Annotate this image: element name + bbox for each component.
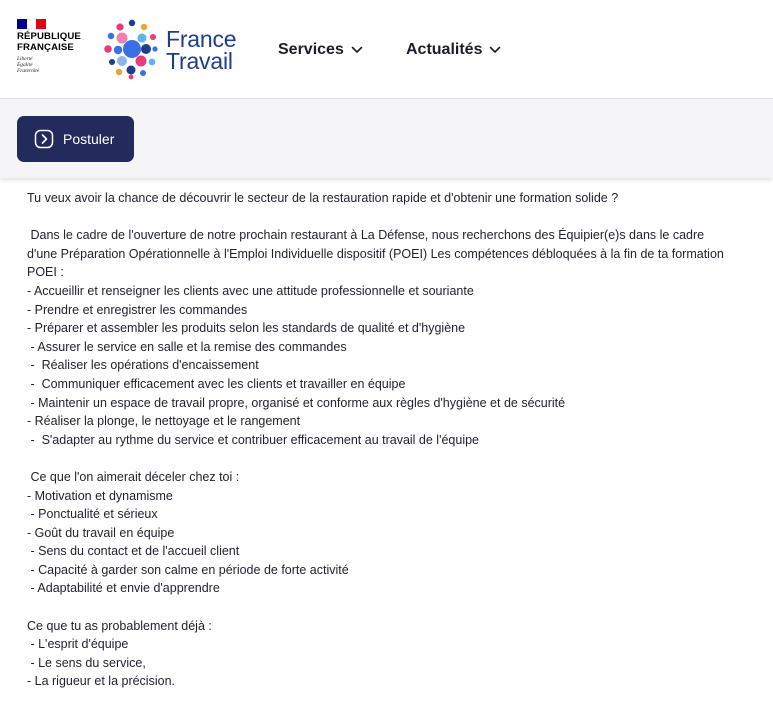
nav-actualites[interactable]	[406, 39, 501, 61]
france-travail-word-1: France	[166, 26, 237, 52]
rf-motto-egalite: Égalité	[17, 62, 33, 69]
wishes-title: Ce que l'on aimerait déceler chez toi :	[27, 469, 240, 484]
already-item: - L'esprit d'équipe	[27, 637, 129, 652]
wish-item: - Adaptabilité et envie d'apprendre	[27, 581, 220, 596]
skill-item: - Prendre et enregistrer les commandes	[27, 302, 248, 317]
already-title: Ce que tu as probablement déjà :	[27, 618, 212, 633]
french-flag-icon	[17, 19, 46, 29]
wish-item: - Goût du travail en équipe	[27, 525, 175, 540]
wish-item: - Motivation et dynamisme	[27, 488, 173, 503]
skill-item: - Communiquer efficacement avec les clients et travailler en équipe	[27, 376, 406, 391]
rf-motto-fraternite: Fraternité	[17, 68, 40, 75]
description-intro: Tu veux avoir la chance de découvrir le secteur de la restauration rapide et d'obtenir une formation solide ?	[27, 191, 619, 205]
skill-item: - Maintenir un espace de travail propre, organisé et conforme aux règles d'hygiène et de sécurité	[27, 395, 566, 410]
wish-item: - Sens du contact et de l'accueil client	[27, 544, 240, 559]
france-travail-logo[interactable]	[102, 18, 242, 80]
skill-item: - Assurer le service en salle et la remise des commandes	[27, 339, 347, 354]
chevron-right-circle-icon	[34, 129, 54, 149]
chevron-down-icon	[489, 46, 501, 54]
republique-francaise-logo[interactable]	[17, 19, 87, 81]
skill-item: - Réaliser les opérations d'encaissement	[27, 358, 259, 373]
postuler-button[interactable]	[17, 116, 134, 162]
skill-item: - Préparer et assembler les produits selon les standards de qualité et d'hygiène	[27, 321, 466, 336]
site-header	[0, 0, 773, 99]
nav-services-label: Services	[278, 41, 344, 58]
nav-actualites-label: Actualités	[406, 41, 483, 58]
skill-item: - S'adapter au rythme du service et contribuer efficacement au travail de l'équipe	[27, 432, 480, 447]
already-item: - La rigueur et la précision.	[27, 674, 175, 689]
skill-item: - Réaliser la plonge, le nettoyage et le rangement	[27, 414, 301, 429]
description-context: Dans le cadre de l'ouverture de notre prochain restaurant à La Défense, nous recherchons des Équipier(e)s dans le cadre d'une Préparation Opérationnelle à l'Emploi Individuelle dispositif (POEI) Les compétences débloquées à la fin de ta formation POEI :	[27, 228, 728, 280]
chevron-down-icon	[351, 46, 363, 54]
rf-name	[17, 31, 87, 53]
rf-name-line1: RÉPUBLIQUE	[17, 31, 81, 42]
action-bar	[0, 99, 773, 178]
rf-motto	[17, 56, 87, 75]
postuler-label: Postuler	[63, 131, 115, 147]
already-item: - Le sens du service,	[27, 655, 146, 670]
nav-services[interactable]	[278, 39, 363, 61]
skill-item: - Accueillir et renseigner les clients avec une attitude professionnelle et souriante	[27, 283, 474, 298]
france-travail-word-2: Travail	[166, 48, 233, 74]
rf-motto-liberte: Liberté	[17, 56, 33, 62]
job-description	[27, 189, 737, 691]
france-travail-dots-icon	[102, 18, 158, 80]
rf-name-line2: FRANÇAISE	[17, 42, 74, 53]
wish-item: - Ponctualité et sérieux	[27, 507, 158, 522]
wish-item: - Capacité à garder son calme en période de forte activité	[27, 562, 349, 577]
